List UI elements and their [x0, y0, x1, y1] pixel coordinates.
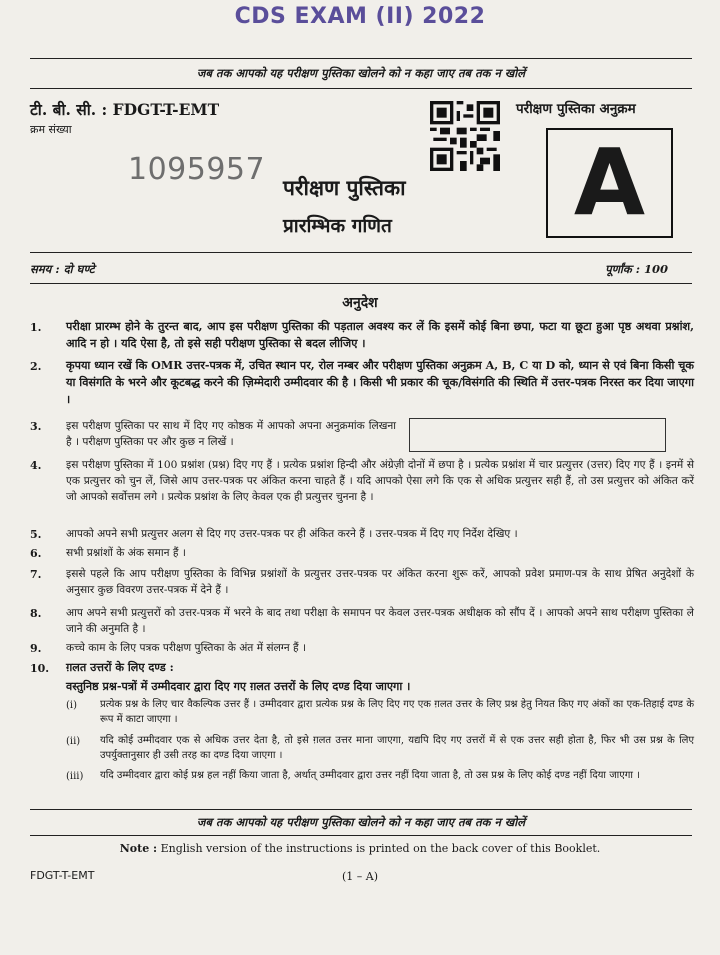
penalty-number: (i) [66, 700, 78, 711]
instructions-title: अनुदेश [342, 295, 378, 311]
instruction-text: सभी प्रश्नांशों के अंक समान हैं । [66, 547, 186, 559]
page-number: (1 – A) [341, 870, 379, 883]
penalty-number: (iii) [66, 771, 84, 782]
instruction-number: 9. [30, 642, 42, 655]
instruction-number: 10. [30, 662, 50, 675]
instruction-number: 1. [30, 321, 42, 334]
instruction-number: 3. [30, 420, 42, 433]
instruction-text: आप अपने सभी प्रत्युत्तरों को उत्तर-पत्रक में भरने के बाद तथा परीक्षा के समापन पर केवल उत्तर-पत्रक अधीक्षक को सौंप दें । आपको अपने साथ परीक्षण पुस्तिका ले जाने की अनुमति है । [66, 607, 694, 635]
english-note [0, 842, 720, 855]
instruction-number: 2. [30, 360, 42, 373]
subject-title: प्रारम्भिक गणित [283, 215, 392, 237]
penalty-text: यदि कोई उम्मीदवार एक से अधिक उत्तर देता है, तो इसे ग़लत उत्तर माना जाएगा, यद्यपि दिए गए उत्तरों में से एक उत्तर सही होता है, फिर भी उस प्रश्न के लिए उपर्युक्तानुसार ही उसी तरह का दण्ड दिया जाएगा । [100, 735, 694, 761]
serial-label: क्रम संख्या [30, 123, 72, 136]
maximum-marks: पूर्णांक : 100 [605, 262, 668, 276]
header-rule [30, 88, 692, 89]
footer-code: FDGT-T-EMT [30, 869, 95, 882]
instruction-text: इस परीक्षण पुस्तिका पर साथ में दिए गए कोष्ठक में आपको अपना अनुक्रमांक लिखना है । परीक्षण पुस्तिका पर और कुछ न लिखें । [66, 420, 396, 448]
booklet-sequence-label: परीक्षण पुस्तिका अनुक्रम [516, 101, 636, 117]
serial-number: 1095957 [128, 152, 266, 187]
instruction-number: 5. [30, 528, 42, 541]
qr-code-image [430, 101, 500, 171]
instruction-text: आपको अपने सभी प्रत्युत्तर अलग से दिए गए उत्तर-पत्रक पर ही अंकित करने हैं । उत्तर-पत्रक में दिए गए निर्देश देखिए । [66, 528, 518, 540]
penalty-heading: वस्तुनिष्ठ प्रश्न-पत्रों में उम्मीदवार द्वारा दिए गए ग़लत उत्तरों के लिए दण्ड दिया जाएगा । [66, 679, 411, 693]
instruction-text: कच्चे काम के लिए पत्रक परीक्षण पुस्तिका के अंत में संलग्न हैं । [66, 642, 306, 654]
exam-stamp: CDS EXAM (II) 2022 [234, 4, 486, 29]
note-label: Note : [119, 842, 158, 855]
instruction-text: कृपया ध्यान रखें कि OMR उत्तर-पत्रक में, उचित स्थान पर, रोल नम्बर और परीक्षण पुस्तिका अनुक्रम A, B, C या D को, ध्यान से एवं बिना किसी चूक या विसंगति के भरने और कूटबद्ध करने की ज़िम्मेदारी उम्मीदवार की है । किसी भी प्रकार की चूक/विसंगति की स्थिति में उत्तर-पत्रक निरस्त कर दिया जाएगा । [66, 358, 694, 406]
instruction-number: 6. [30, 547, 42, 560]
instruction-text: इस परीक्षण पुस्तिका में 100 प्रश्नांश (प्रश्न) दिए गए हैं । प्रत्येक प्रश्नांश हिन्दी और अंग्रेज़ी दोनों में छपा है । प्रत्येक प्रश्नांश में चार प्रत्युत्तर (उत्तर) दिए गए हैं । इनमें से एक प्रत्युत्तर को चुन लें, जिसे आप उत्तर-पत्रक पर अंकित करना चाहते हैं । यदि आपको ऐसा लगे कि एक से अधिक प्रत्युत्तर सही हैं, तो उस प्रत्युत्तर को अंकित करें जो आपको सर्वोत्तम लगे । प्रत्येक प्रश्नांश के लिए केवल एक ही प्रत्युत्तर चुनना है । [66, 459, 694, 503]
top-rule [30, 58, 692, 59]
bottom-rule-top [30, 809, 692, 810]
time-rule [30, 252, 692, 253]
instruction-text: ग़लत उत्तरों के लिए दण्ड : [66, 660, 174, 674]
booklet-code: टी. बी. सी. : FDGT-T-EMT [30, 100, 220, 119]
roll-number-box[interactable] [409, 418, 666, 452]
bottom-rule [30, 835, 692, 836]
note-text: English version of the instructions is printed on the back cover of this Booklet. [160, 842, 601, 855]
series-letter-box: A [546, 128, 673, 238]
top-banner: जब तक आपको यह परीक्षण पुस्तिका खोलने को न कहा जाए तब तक न खोलें [196, 66, 526, 80]
instruction-number: 7. [30, 568, 42, 581]
bottom-banner: जब तक आपको यह परीक्षण पुस्तिका खोलने को न कहा जाए तब तक न खोलें [196, 815, 526, 829]
instruction-text: परीक्षा प्रारम्भ होने के तुरन्त बाद, आप इस परीक्षण पुस्तिका की पड़ताल अवश्य कर लें कि इसमें कोई बिना छपा, फटा या छूटा हुआ पृष्ठ अथवा प्रश्नांश, आदि न हो । यदि ऐसा है, तो इसे सही परीक्षण पुस्तिका से बदल लीजिए । [66, 319, 694, 350]
booklet-title: परीक्षण पुस्तिका [283, 175, 406, 200]
instruction-number: 8. [30, 607, 42, 620]
penalty-text: प्रत्येक प्रश्न के लिए चार वैकल्पिक उत्तर हैं । उम्मीदवार द्वारा प्रत्येक प्रश्न के लिए दिए गए एक ग़लत उत्तर के लिए प्रश्न हेतु नियत किए गए अंकों का एक-तिहाई दण्ड के रूप में काटा जाएगा । [100, 699, 694, 725]
instruction-number: 4. [30, 459, 42, 472]
time-allowed: समय : दो घण्टे [30, 262, 95, 276]
marks-rule [30, 283, 692, 284]
penalty-number: (ii) [66, 736, 81, 747]
instruction-text: इससे पहले कि आप परीक्षण पुस्तिका के विभिन्न प्रश्नांशों के प्रत्युत्तर उत्तर-पत्रक पर अंकित करना शुरू करें, आपको प्रवेश प्रमाण-पत्र के साथ प्रेषित अनुदेशों के अनुसार कुछ विवरण उत्तर-पत्रक में देने हैं । [66, 568, 694, 596]
penalty-text: यदि उम्मीदवार द्वारा कोई प्रश्न हल नहीं किया जाता है, अर्थात् उम्मीदवार द्वारा उत्तर नहीं दिया जाता है, तो उस प्रश्न के लिए कोई दण्ड नहीं दिया जाएगा । [100, 770, 640, 781]
